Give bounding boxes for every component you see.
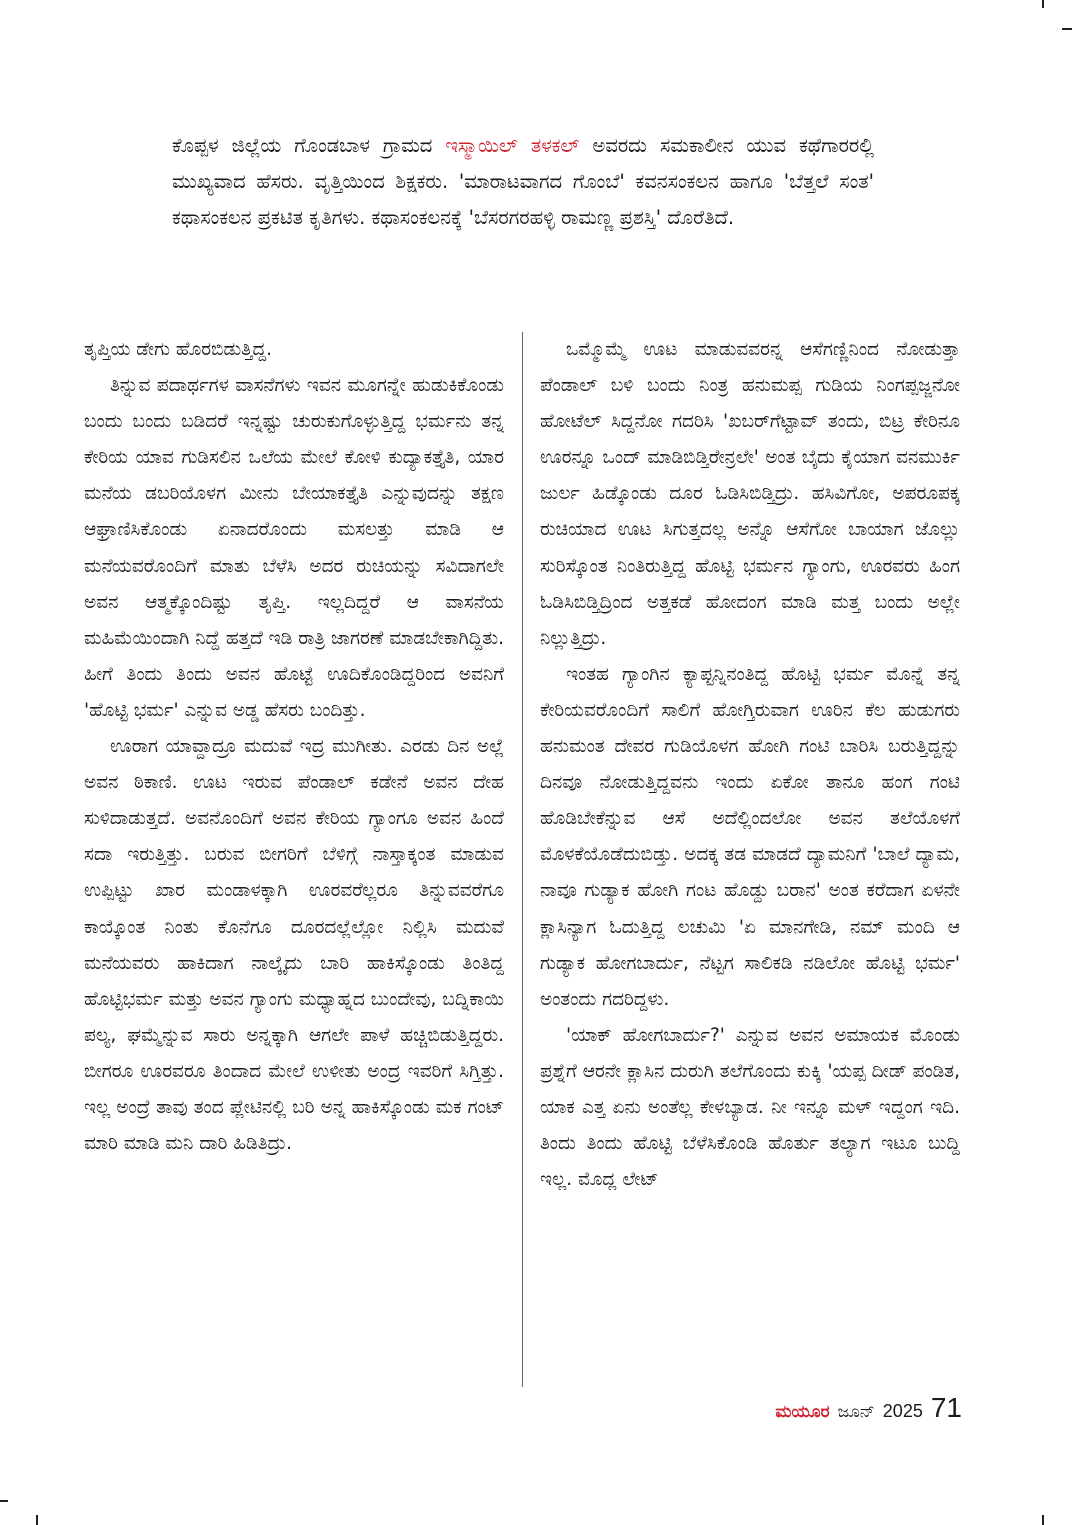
crop-mark-left-bottom [0, 1500, 8, 1502]
column-divider [522, 332, 523, 1387]
crop-mark-right-top [1062, 28, 1072, 30]
story-column-right [540, 332, 960, 1198]
paragraph: ಊರಾಗ ಯಾವ್ದಾದ್ರೂ ಮದುವೆ ಇದ್ರ ಮುಗೀತು. ಎರಡು ದಿನ ಅಲ್ಲೆ ಅವನ ಠಿಕಾಣಿ. ಊಟ ಇರುವ ಪೆಂಡಾಲ್ ಕಡೇನೆ ಅವನ ದೇಹ ಸುಳಿದಾಡುತ್ತದೆ. ಅವನೊಂದಿಗೆ ಅವನ ಕೇರಿಯ ಗ್ಯಾಂಗೂ ಅವನ ಹಿಂದೆ ಸದಾ ಇರುತ್ತಿತ್ತು. ಬರುವ ಬೀಗರಿಗೆ ಬೆಳಿಗ್ಗೆ ನಾಸ್ತಾಕ್ಕಂತ ಮಾಡುವ ಉಪ್ಪಿಟ್ಟು ಖಾರ ಮಂಡಾಳಕ್ಕಾಗಿ ಊರವರೆಲ್ಲರೂ ತಿನ್ನುವವರೆಗೂ ಕಾಯ್ಕೊಂತ ನಿಂತು ಕೊನೆಗೂ ದೂರದಲ್ಲೆಲ್ಲೋ ನಿಲ್ಲಿಸಿ ಮದುವೆ ಮನೆಯವರು ಹಾಕಿದಾಗ ನಾಲ್ಕೈದು ಬಾರಿ ಹಾಕಿಸ್ಕೊಂಡು ತಿಂತಿದ್ದ ಹೊಟ್ಟಿಭರ್ಮ ಮತ್ತು ಅವನ ಗ್ಯಾಂಗು ಮಧ್ಯಾಹ್ನದ ಬುಂದೇವು, ಬದ್ನಿಕಾಯಿ ಪಲ್ಯ, ಘಮ್ಮೆನ್ನುವ ಸಾರು ಅನ್ನಕ್ಕಾಗಿ ಆಗಲೇ ಪಾಳೆ ಹಚ್ಚಿಬಿಡುತ್ತಿದ್ದರು. ಬೀಗರೂ ಊರವರೂ ತಿಂದಾದ ಮೇಲೆ ಉಳೀತು ಅಂದ್ರ ಇವರಿಗೆ ಸಿಗ್ತಿತ್ತು. ಇಲ್ಲ ಅಂದ್ರೆ ತಾವು ತಂದ ಪ್ಲೇಟಿನಲ್ಲಿ ಬರಿ ಅನ್ನ ಹಾಕಿಸ್ಕೊಂಡು ಮಕ ಗಂಟ್ ಮಾರಿ ಮಾಡಿ ಮನಿ ದಾರಿ ಹಿಡಿತಿದ್ರು. [84, 736, 504, 1155]
crop-mark-bottom-left [36, 1515, 38, 1525]
story-column-left [84, 332, 504, 1162]
page-footer [775, 1392, 962, 1432]
crop-mark-bottom [1042, 1515, 1044, 1525]
author-bio-text-before: ಕೊಪ್ಪಳ ಜಿಲ್ಲೆಯ ಗೊಂಡಬಾಳ ಗ್ರಾಮದ [172, 134, 446, 157]
paragraph: ಒಮ್ಮೊಮ್ಮೆ ಊಟ ಮಾಡುವವರನ್ನ ಆಸೆಗಣ್ಣಿನಿಂದ ನೋಡುತ್ತಾ ಪೆಂಡಾಲ್ ಬಳಿ ಬಂದು ನಿಂತ್ರ ಹನುಮಪ್ಪ ಗುಡಿಯ ನಿಂಗಪ್ಪಜ್ಜನೋ ಹೋಟೆಲ್ ಸಿದ್ದನೋ ಗದರಿಸಿ 'ಖಬರ್‌ಗೆಟ್ಟಾವ್ ತಂದು, ಬಿಟ್ರ ಕೇರಿನೂ ಊರನ್ನೂ ಒಂದ್ ಮಾಡಿಬಿಡ್ತಿರೇನ್ರಲೇ' ಅಂತ ಬೈದು ಕೈಯಾಗ ವನಮುರ್ಕಿ ಜುರ್ಲ ಹಿಡ್ಕೊಂಡು ದೂರ ಓಡಿಸಿಬಿಡ್ತಿದ್ರು. ಹಸಿವಿಗೋ, ಅಪರೂಪಕ್ಕ ರುಚಿಯಾದ ಊಟ ಸಿಗುತ್ತದಲ್ಲ ಅನ್ನೊ ಆಸೆಗೋ ಬಾಯಾಗ ಜೊಲ್ಲು ಸುರಿಸ್ಕೊಂತ ನಿಂತಿರುತ್ತಿದ್ದ ಹೊಟ್ಟಿ ಭರ್ಮನ ಗ್ಯಾಂಗು, ಊರವರು ಹಿಂಗ ಓಡಿಸಿಬಿಡ್ತಿದ್ರಿಂದ ಅತ್ತಕಡೆ ಹೋದಂಗ ಮಾಡಿ ಮತ್ತ ಬಂದು ಅಲ್ಲೇ ನಿಲ್ಲುತ್ತಿದ್ರು. [540, 339, 960, 649]
paragraph: ತಿನ್ನುವ ಪದಾರ್ಥಗಳ ವಾಸನೆಗಳು ಇವನ ಮೂಗನ್ನೇ ಹುಡುಕಿಕೊಂಡು ಬಂದು ಬಂದು ಬಡಿದರೆ ಇನ್ನಷ್ಟು ಚುರುಕುಗೊಳ್ಳುತ್ತಿದ್ದ ಭರ್ಮನು ತನ್ನ ಕೇರಿಯ ಯಾವ ಗುಡಿಸಲಿನ ಒಲೆಯ ಮೇಲೆ ಕೋಳಿ ಕುದ್ಯಾಕತ್ತೈತಿ, ಯಾರ ಮನೆಯ ಡಬರಿಯೊಳಗ ಮೀನು ಬೇಯಾಕತ್ತೈತಿ ಎನ್ನುವುದನ್ನು ತಕ್ಷಣ ಆಘ್ರಾಣಿಸಿಕೊಂಡು ಏನಾದರೊಂದು ಮಸಲತ್ತು ಮಾಡಿ ಆ ಮನೆಯವರೊಂದಿಗೆ ಮಾತು ಬೆಳೆಸಿ ಅದರ ರುಚಿಯನ್ನು ಸವಿದಾಗಲೇ ಅವನ ಆತ್ಮಕ್ಕೊಂದಿಷ್ಟು ತೃಪ್ತಿ. ಇಲ್ಲದಿದ್ದರೆ ಆ ವಾಸನೆಯ ಮಹಿಮೆಯಿಂದಾಗಿ ನಿದ್ದೆ ಹತ್ತದೆ ಇಡಿ ರಾತ್ರಿ ಜಾಗರಣೆ ಮಾಡಬೇಕಾಗಿದ್ದಿತು. ಹೀಗೆ ತಿಂದು ತಿಂದು ಅವನ ಹೊಟ್ಟೆ ಊದಿಕೊಂಡಿದ್ದರಿಂದ ಅವನಿಗೆ 'ಹೊಟ್ಟಿ ಭರ್ಮ' ಎನ್ನುವ ಅಡ್ಡ ಹೆಸರು ಬಂದಿತ್ತು. [84, 375, 504, 721]
paragraph: ತೃಪ್ತಿಯ ಡೇಗು ಹೊರಬಿಡುತ್ತಿದ್ದ. [84, 339, 273, 360]
page-number: 71 [930, 1392, 962, 1423]
crop-mark-top [1042, 0, 1044, 8]
magazine-logo: ಮಯೂರ [775, 1402, 830, 1422]
author-bio [172, 128, 874, 236]
paragraph: 'ಯಾಕ್ ಹೋಗಬಾರ್ದು?' ಎನ್ನುವ ಅವನ ಅಮಾಯಕ ಮೊಂಡು ಪ್ರಶ್ನೆಗೆ ಆರನೇ ಕ್ಲಾಸಿನ ದುರುಗಿ ತಲೆಗೊಂದು ಕುಕ್ಕಿ 'ಯಪ್ಪ ದೀಡ್ ಪಂಡಿತ, ಯಾಕ ಎತ್ತ ಏನು ಅಂತೆಲ್ಲ ಕೇಳಬ್ಯಾಡ. ನೀ ಇನ್ನೂ ಮಳ್ ಇದ್ದಂಗ ಇದಿ. ತಿಂದು ತಿಂದು ಹೊಟ್ಟಿ ಬೆಳೆಸಿಕೊಂಡಿ ಹೊರ್ತು ತಲ್ಯಾಗ ಇಟೂ ಬುದ್ದಿ ಇಲ್ಲ. ಮೊದ್ಲ ಲೇಟ್ [540, 1024, 960, 1191]
author-bio-text-after: ಅವರದು ಸಮಕಾಲೀನ ಯುವ ಕಥೆಗಾರರಲ್ಲಿ ಮುಖ್ಯವಾದ ಹೆಸರು. ವೃತ್ತಿಯಿಂದ ಶಿಕ್ಷಕರು. 'ಮಾರಾಟವಾಗದ ಗೊಂಬೆ' ಕವನಸಂಕಲನ ಹಾಗೂ 'ಬೆತ್ತಲೆ ಸಂತ' ಕಥಾಸಂಕಲನ ಪ್ರಕಟಿತ ಕೃತಿಗಳು. ಕಥಾಸಂಕಲನಕ್ಕೆ 'ಬೆಸರಗರಹಳ್ಳಿ ರಾಮಣ್ಣ ಪ್ರಶಸ್ತಿ' ದೊರೆತಿದೆ. [172, 134, 874, 229]
issue-year: 2025 [882, 1401, 923, 1421]
author-name: ಇಸ್ಮಾಯಿಲ್ ತಳಕಲ್ [445, 134, 580, 157]
paragraph: ಇಂತಹ ಗ್ಯಾಂಗಿನ ಕ್ಯಾಪ್ಟನ್ನಿನಂತಿದ್ದ ಹೊಟ್ಟಿ ಭರ್ಮ ಮೊನ್ನೆ ತನ್ನ ಕೇರಿಯವರೊಂದಿಗೆ ಸಾಲಿಗೆ ಹೋಗ್ತಿರುವಾಗ ಊರಿನ ಕೆಲ ಹುಡುಗರು ಹನುಮಂತ ದೇವರ ಗುಡಿಯೊಳಗ ಹೋಗಿ ಗಂಟಿ ಬಾರಿಸಿ ಬರುತ್ತಿದ್ದನ್ನು ದಿನವೂ ನೋಡುತ್ತಿದ್ದವನು ಇಂದು ಏಕೋ ತಾನೂ ಹಂಗ ಗಂಟಿ ಹೊಡಿಬೇಕೆನ್ನುವ ಆಸೆ ಅದೆಲ್ಲಿಂದಲೋ ಅವನ ತಲೆಯೊಳಗೆ ಮೊಳಕೆಯೊಡೆದುಬಿಡ್ತು. ಅದಕ್ಕ ತಡ ಮಾಡದೆ ದ್ಯಾಮನಿಗೆ 'ಬಾಲೆ ದ್ಯಾಮ, ನಾವೂ ಗುಡ್ಯಾಕ ಹೋಗಿ ಗಂಟ ಹೊಡ್ದು ಬರಾನ' ಅಂತ ಕರೆದಾಗ ಏಳನೇ ಕ್ಲಾಸಿನ್ಯಾಗ ಓದುತ್ತಿದ್ದ ಲಚುಮಿ 'ಏ ಮಾನಗೇಡಿ, ನಮ್ ಮಂದಿ ಆ ಗುಡ್ಯಾಕ ಹೋಗಬಾರ್ದು, ನೆಟ್ಟಗ ಸಾಲಿಕಡಿ ನಡಿಲೋ ಹೊಟ್ಟಿ ಭರ್ಮ' ಅಂತಂದು ಗದರಿದ್ದಳು. [540, 663, 960, 1010]
issue-month: ಜೂನ್ [837, 1402, 875, 1422]
